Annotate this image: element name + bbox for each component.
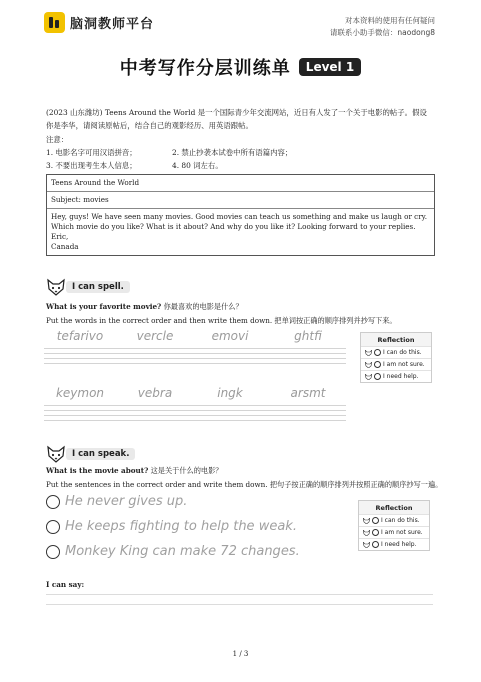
reflection-option-label: I can do this. (383, 349, 422, 356)
reflection-option[interactable] (361, 346, 431, 358)
contact-note-line1: 对本资料的使用有任何疑问 (345, 16, 435, 25)
writing-lines[interactable] (270, 401, 346, 423)
spell-section-label: I can spell. (66, 281, 130, 293)
post-signature-name: Eric, (51, 232, 69, 241)
speak-section-header (46, 445, 135, 463)
reflection-panel (358, 500, 430, 551)
post-body: Hey, guys! We have seen many movies. Good movies can teach us something and make us laugh or cry. Which movie do you like? What is it about? And why do you like it? Looking forward to your replies. (51, 212, 428, 231)
radio-circle[interactable] (372, 529, 379, 536)
reflection-option[interactable] (359, 514, 429, 526)
reflection-option-label: I need help. (383, 373, 419, 380)
brand-logo (44, 12, 65, 33)
writing-lines[interactable] (120, 401, 196, 423)
post-body-cell (47, 209, 434, 255)
scrambled-word: ingk (217, 386, 243, 400)
sentence-text: He keeps fighting to help the weak. (65, 519, 297, 534)
task-intro: (2023 山东潍坊) Teens Around the World 是一个国际青少年交流网站，近日有人发了一个关于电影的帖子。假设你是李华，请阅读原帖后，结合自己的观影经历、用英语跟帖。 (46, 108, 427, 130)
radio-circle[interactable] (374, 373, 381, 380)
reflection-title: Reflection (377, 336, 415, 344)
scrambled-word: vebra (137, 386, 173, 400)
post-signature-place: Canada (51, 242, 79, 251)
writing-lines[interactable] (195, 401, 271, 423)
fox-mini-icon (363, 542, 370, 548)
say-label: I can say: (46, 580, 85, 589)
scrambled-word: ghtfi (294, 329, 322, 343)
notes-label: 注意： (46, 135, 69, 144)
post-subject: Subject: movies (47, 192, 434, 209)
reflection-option[interactable] (361, 358, 431, 370)
answer-line[interactable] (46, 594, 433, 595)
writing-lines[interactable] (44, 401, 120, 423)
forum-post-box (46, 174, 435, 256)
post-site: Teens Around the World (47, 175, 434, 192)
sentence-option[interactable] (46, 494, 187, 509)
spell-question (46, 301, 243, 312)
radio-circle[interactable] (374, 361, 381, 368)
sentence-text: He never gives up. (65, 494, 188, 509)
scrambled-word: keymon (55, 386, 105, 400)
scrambled-word: arsmt (290, 386, 326, 400)
reflection-panel (360, 332, 432, 383)
scrambled-word: emovi (211, 329, 249, 343)
spell-instruction: Put the words in the correct order and then write them down. 把单词按正确的顺序排列并抄写下来。 (46, 316, 397, 325)
sentence-radio[interactable] (46, 545, 60, 559)
scrambled-word: tefarivo (56, 329, 104, 343)
reflection-option[interactable] (361, 370, 431, 382)
writing-lines[interactable] (195, 344, 271, 366)
note-2: 2. 禁止抄袭本试卷中所有语篇内容； (172, 148, 293, 157)
page-number: 1 / 3 (232, 650, 249, 658)
page-title-wrap (0, 54, 481, 80)
spell-question-en: What is your favorite movie? (46, 302, 162, 311)
reflection-option[interactable] (359, 538, 429, 550)
sentence-option[interactable] (46, 544, 300, 559)
note-4: 4. 80 词左右。 (172, 161, 223, 170)
radio-circle[interactable] (372, 541, 379, 548)
note-3: 3. 不要出现考生本人信息； (46, 161, 137, 170)
contact-note (330, 15, 435, 39)
sentence-radio[interactable] (46, 520, 60, 534)
answer-line[interactable] (46, 604, 433, 605)
fox-mini-icon (363, 530, 370, 536)
brand-name: 脑洞教师平台 (70, 17, 155, 32)
fox-mini-icon (365, 362, 372, 368)
writing-lines[interactable] (120, 344, 196, 366)
speak-question (46, 465, 222, 476)
fox-mini-icon (363, 518, 370, 524)
sentence-option[interactable] (46, 519, 297, 534)
sentence-text: Monkey King can make 72 changes. (65, 544, 300, 559)
level-badge: Level 1 (299, 58, 361, 76)
reflection-option-label: I need help. (381, 541, 417, 548)
reflection-option-label: I am not sure. (381, 529, 423, 536)
reflection-option-label: I can do this. (381, 517, 420, 524)
page-title: 中考写作分层训练单 (119, 58, 291, 79)
reflection-title: Reflection (375, 504, 413, 512)
note-1: 1. 电影名字可用汉语拼音； (46, 148, 137, 157)
fox-mascot-icon (46, 445, 66, 463)
spell-question-cn: 你最喜欢的电影是什么？ (163, 302, 243, 311)
speak-question-cn: 这是关于什么的电影？ (150, 466, 223, 475)
fox-mascot-icon (46, 278, 66, 296)
reflection-option[interactable] (359, 526, 429, 538)
writing-lines[interactable] (44, 344, 120, 366)
radio-circle[interactable] (372, 517, 379, 524)
contact-note-line2: 请联系小助手微信：naodong8 (329, 28, 435, 37)
speak-instruction: Put the sentences in the correct order and write them down. 把句子按正确的顺序排列并按照正确的顺序抄写一遍。 (46, 480, 443, 489)
fox-mini-icon (365, 374, 372, 380)
speak-question-en: What is the movie about? (46, 466, 149, 475)
writing-lines[interactable] (270, 344, 346, 366)
radio-circle[interactable] (374, 349, 381, 356)
sentence-radio[interactable] (46, 495, 60, 509)
scrambled-word: vercle (136, 329, 174, 343)
spell-section-header (46, 278, 130, 296)
fox-mini-icon (365, 350, 372, 356)
speak-section-label: I can speak. (66, 448, 135, 460)
reflection-option-label: I am not sure. (383, 361, 425, 368)
